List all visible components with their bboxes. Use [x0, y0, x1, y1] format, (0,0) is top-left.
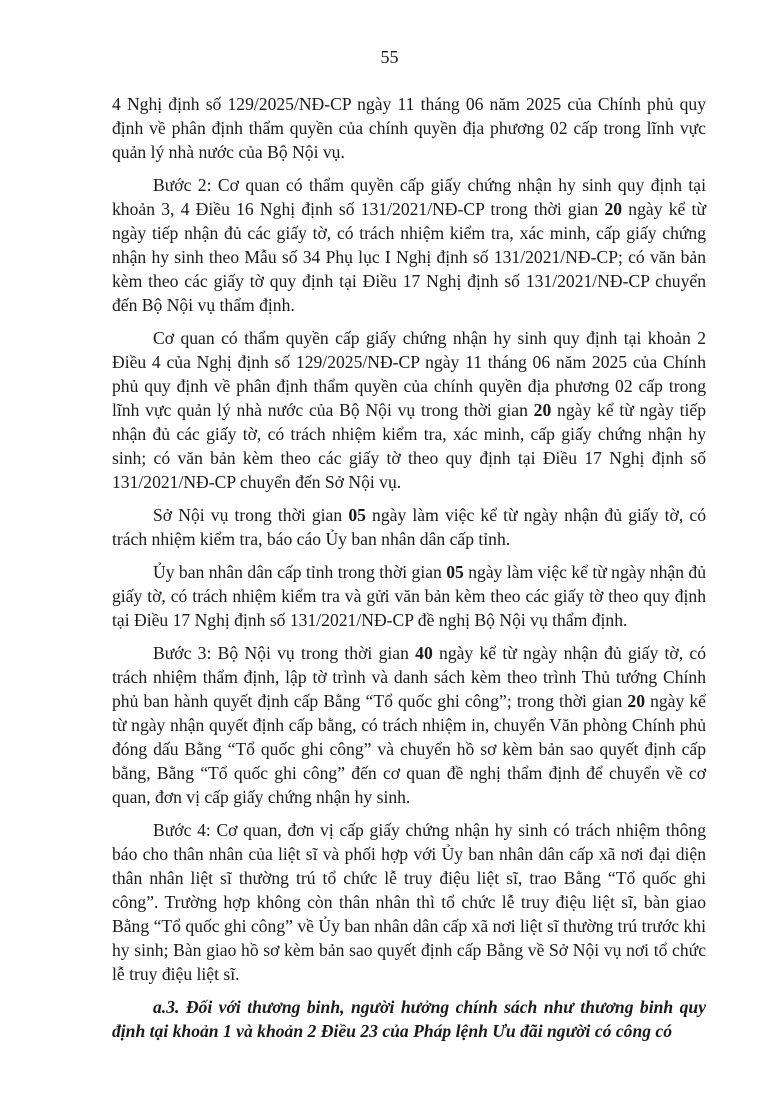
bold-number: 20 — [604, 199, 623, 219]
paragraph-authority — [112, 326, 706, 494]
document-body — [112, 92, 706, 1043]
text-run: Ủy ban nhân dân cấp tỉnh trong thời gian — [153, 562, 447, 582]
heading-text: a.3. Đối với thương binh, người hưởng chính sách như thương binh quy định tại khoản 1 và khoản 2 Điều 23 của Pháp lệnh Ưu đãi người có công có — [112, 997, 706, 1041]
bold-number: 05 — [348, 505, 366, 525]
text-run: Sở Nội vụ trong thời gian — [153, 505, 349, 525]
text-run: ngày kể từ ngày tiếp nhận đủ các giấy tờ, có trách nhiệm kiểm tra, xác minh, cấp giấy chứng nhận hy sinh; có văn bản kèm theo các giấy tờ theo quy định tại Điều 17 Nghị định số 131/2021/NĐ-CP chuyển đến Sở Nội vụ. — [112, 400, 706, 492]
paragraph-continuation — [112, 92, 706, 164]
text-run: 4 Nghị định số 129/2025/NĐ-CP ngày 11 tháng 06 năm 2025 của Chính phủ quy định về phân định thẩm quyền của chính quyền địa phương 02 cấp trong lĩnh vực quản lý nhà nước của Bộ Nội vụ. — [112, 94, 706, 162]
text-run: Bước 2: Cơ quan có thẩm quyền cấp giấy chứng nhận hy sinh quy định tại khoản 3, 4 Điều 16 Nghị định số 131/2021/NĐ-CP trong thời gian — [112, 175, 706, 219]
bold-number: 05 — [446, 562, 464, 582]
section-heading-a3 — [112, 995, 706, 1043]
text-run: ngày kể từ ngày tiếp nhận đủ các giấy tờ, có trách nhiệm kiểm tra, xác minh, cấp giấy chứng nhận hy sinh theo Mẫu số 34 Phụ lục I Nghị định số 131/2021/NĐ-CP; có văn bản kèm theo các giấy tờ quy định tại Điều 17 Nghị định số 131/2021/NĐ-CP chuyển đến Bộ Nội vụ thẩm định. — [112, 199, 706, 315]
text-run: ngày kể từ ngày nhận quyết định cấp bằng, có trách nhiệm in, chuyển Văn phòng Chính phủ đóng dấu Bằng “Tổ quốc ghi công” và chuyển hồ sơ kèm bản sao quyết định cấp bằng, Bằng “Tổ quốc ghi công” đến cơ quan đề nghị thẩm định để chuyển về cơ quan, đơn vị cấp giấy chứng nhận hy sinh. — [112, 691, 706, 807]
bold-number: 40 — [415, 643, 433, 663]
paragraph-step-2 — [112, 173, 706, 317]
text-run: ngày kể từ ngày nhận đủ giấy tờ, có trách nhiệm thẩm định, lập tờ trình và danh sách kèm theo trình Thủ tướng Chính phủ ban hành quyết định cấp Bằng “Tổ quốc ghi công”; trong thời gian — [112, 643, 707, 711]
paragraph-provincial-committee — [112, 560, 706, 632]
bold-number: 20 — [627, 691, 645, 711]
paragraph-step-4 — [112, 818, 706, 986]
page-number: 55 — [380, 47, 399, 67]
text-run: Cơ quan có thẩm quyền cấp giấy chứng nhận hy sinh quy định tại khoản 2 Điều 4 của Nghị định số 129/2025/NĐ-CP ngày 11 tháng 06 năm 2025 của Chính phủ quy định về phân định thẩm quyền của chính quyền địa phương 02 cấp trong lĩnh vực quản lý nhà nước của Bộ Nội vụ trong thời gian — [112, 328, 706, 420]
paragraph-step-3 — [112, 641, 706, 809]
text-run: ngày làm việc kể từ ngày nhận đủ giấy tờ, có trách nhiệm kiểm tra, báo cáo Ủy ban nhân dân cấp tỉnh. — [112, 505, 706, 549]
text-run: Bước 4: Cơ quan, đơn vị cấp giấy chứng nhận hy sinh có trách nhiệm thông báo cho thân nhân của liệt sĩ và phối hợp với Ủy ban nhân dân cấp xã nơi đại diện thân nhân liệt sĩ thường trú tổ chức lễ truy điệu liệt sĩ, trao Bằng “Tổ quốc ghi công”. Trường hợp không còn thân nhân thì tổ chức lễ truy điệu liệt sĩ, bàn giao Bằng “Tổ quốc ghi công” về Ủy ban nhân dân cấp xã nơi liệt sĩ thường trú trước khi hy sinh; Bàn giao hồ sơ kèm bản sao quyết định cấp Bằng về Sở Nội vụ nơi tổ chức lễ truy điệu liệt sĩ. — [112, 820, 706, 984]
text-run: Bước 3: Bộ Nội vụ trong thời gian — [153, 643, 416, 663]
paragraph-department — [112, 503, 706, 551]
bold-number: 20 — [533, 400, 552, 420]
text-run: ngày làm việc kể từ ngày nhận đủ giấy tờ, có trách nhiệm kiểm tra và gửi văn bản kèm theo các giấy tờ theo quy định tại Điều 17 Nghị định số 131/2021/NĐ-CP đề nghị Bộ Nội vụ thẩm định. — [112, 562, 706, 630]
